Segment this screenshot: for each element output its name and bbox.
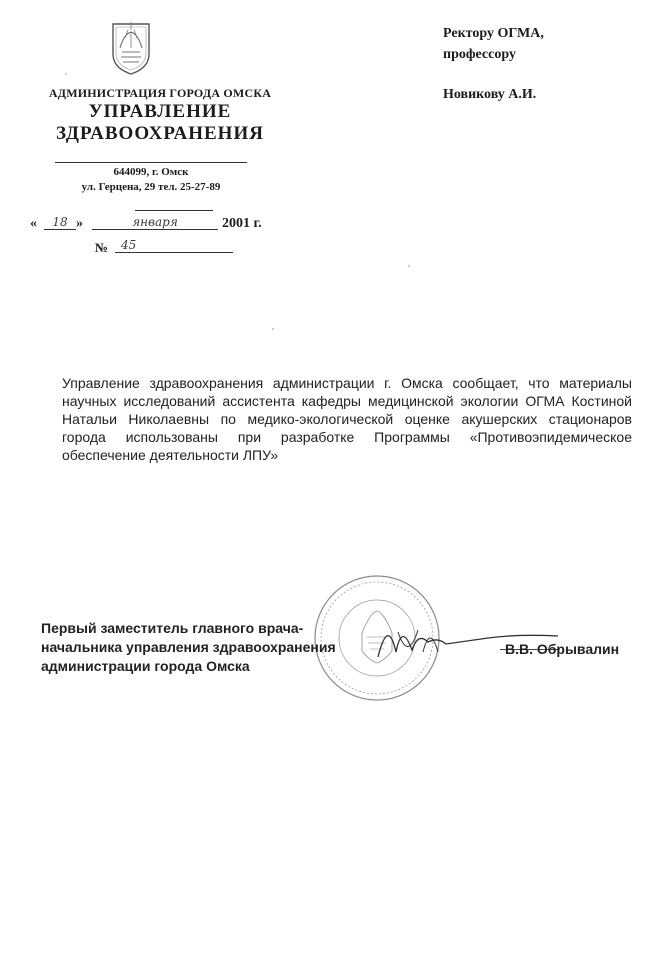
- recipient-line2: профессору: [443, 47, 516, 62]
- address-postcode: 644099, г. Омск: [113, 166, 189, 178]
- letterhead-divider: [55, 162, 247, 163]
- coat-of-arms-icon: [110, 18, 152, 76]
- scan-speck: [272, 328, 274, 330]
- date-quote-open: «: [30, 216, 37, 231]
- signatory-title-line1: Первый заместитель главного врача-: [41, 620, 304, 636]
- recipient-line1: Ректору ОГМА,: [443, 26, 544, 41]
- scan-speck: [65, 73, 67, 75]
- address-street-phone: ул. Герцена, 29 тел. 25-27-89: [81, 181, 221, 193]
- date-top-rule: [135, 210, 213, 211]
- signatory-title-line3: администрации города Омска: [41, 658, 250, 674]
- letter-body: [62, 374, 632, 464]
- department-name-line2: ЗДРАВООХРАНЕНИЯ: [56, 123, 264, 144]
- administration-name: АДМИНИСТРАЦИЯ ГОРОДА ОМСКА: [48, 86, 272, 100]
- date-month: января: [92, 215, 218, 230]
- document-number: 45: [115, 238, 233, 253]
- department-name-line1: УПРАВЛЕНИЕ: [88, 101, 232, 122]
- date-year: 2001 г.: [222, 216, 262, 231]
- number-label: №: [95, 240, 109, 255]
- signatory-name: В.В. Обрывалин: [505, 641, 620, 657]
- date-day: 18: [44, 215, 76, 230]
- body-paragraph: Управление здравоохранения администрации г. Омска сообщает, что материалы научных исследований ассистента кафедры медицинской экологии ОГМА Костиной Натальи Николаевны по медико-экологической оценке акушерских стационаров города использованы при разработке Программы «Противоэпидемическое обеспечение деятельности ЛПУ»: [62, 375, 632, 463]
- scan-speck: [408, 265, 410, 267]
- date-quote-close: »: [76, 216, 83, 231]
- signatory-title-line2: начальника управления здравоохранения: [41, 639, 336, 655]
- recipient-name: Новикову А.И.: [443, 87, 537, 102]
- signatory-title: [41, 619, 336, 676]
